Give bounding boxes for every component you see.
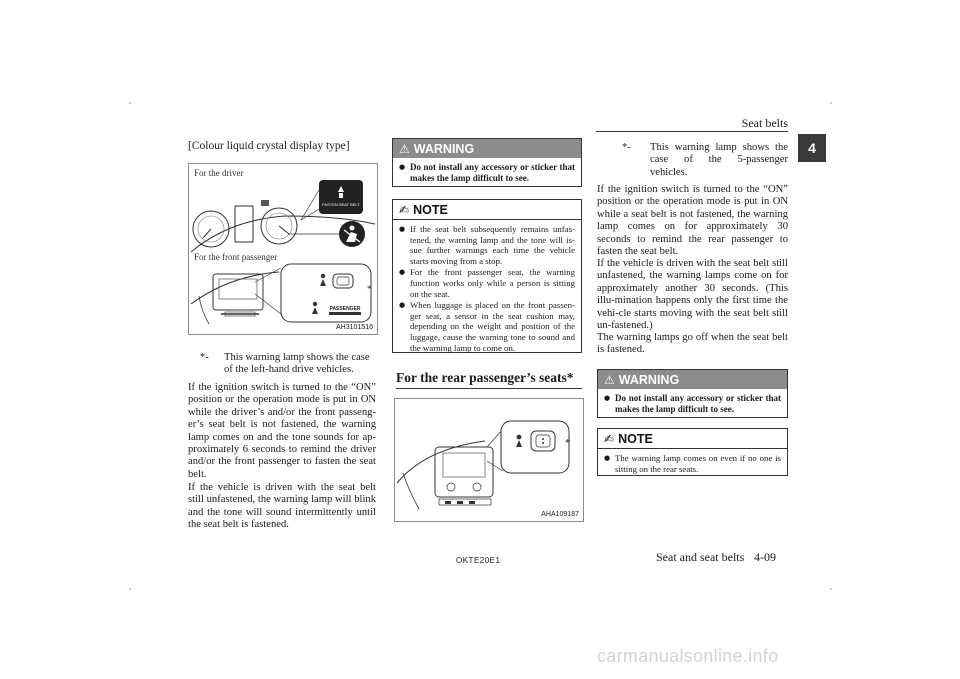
bullet-icon: ● (399, 301, 406, 310)
left-paragraph-2: If the vehicle is driven with the seat belt still unfastened, the warning lamp will blink and the tone will sound intermittently until the seat belt is fastened. (188, 482, 376, 531)
footnote-left (200, 352, 376, 380)
footnote-mark: *- (200, 352, 209, 363)
chapter-tab: 4 (798, 134, 826, 162)
footnote-mark: *- (622, 142, 631, 153)
note-title: NOTE (413, 202, 448, 217)
warning-title: WARNING (413, 141, 475, 156)
note-hand-icon: ✍ (399, 202, 410, 217)
bullet-icon: ● (399, 163, 406, 171)
figure-code: AH3101516 (336, 324, 373, 331)
footer-chapter-title: Seat and seat belts (656, 550, 745, 564)
note-header (393, 200, 581, 220)
svg-text:*: * (367, 284, 372, 294)
warning-triangle-icon: ⚠ (399, 141, 410, 156)
warning-box-middle (392, 138, 582, 187)
warning-title: WARNING (618, 372, 680, 387)
list-item: ● Do not install any accessory or sticker that makes the lamp difficult to see. (399, 162, 575, 183)
rear-figure-asterisk: * (565, 437, 571, 449)
corner-mark (830, 588, 832, 590)
note-list (393, 220, 581, 358)
footnote-right (622, 142, 788, 178)
warning-box-right (597, 369, 788, 418)
bullet-icon: ● (399, 225, 406, 233)
page-number: 4-09 (754, 550, 776, 564)
left-paragraph-1: If the ignition switch is turned to the “ON” position or the operation mode is put in ON while the driver’s and/or the front passeng-er’s seat belt is not fastened, the warning lamp comes on and the tone sounds for ap-proximately 6 seconds to remind the driver and/or the front passenger to fasten the seat belt. (188, 382, 376, 480)
figure-caption: [Colour liquid crystal display type] (188, 140, 350, 152)
passenger-lamp-text: PASSENGER (329, 306, 361, 312)
right-paragraph-3: The warning lamps go off when the seat belt is fastened. (597, 332, 788, 356)
footnote-text: This warning lamp shows the case of the 5-passenger vehicles. (650, 142, 788, 178)
lcd-warning-figure (188, 163, 378, 335)
bullet-icon: ● (399, 268, 406, 277)
bullet-icon: ● (604, 454, 611, 462)
warning-list (598, 389, 787, 419)
list-item: ● Do not install any accessory or sticker that makes the lamp difficult to see. (604, 393, 781, 414)
note-hand-icon: ✍ (604, 431, 615, 446)
list-item: ● If the seat belt subsequently remains unfas-tened, the warning lamp and the tone will is-sue further warnings each time the vehicle starts moving from a stop. (399, 224, 575, 266)
figure-code: AHA109187 (541, 511, 579, 518)
label-for-driver: For the driver (194, 168, 244, 178)
document-code: OKTE20E1 (456, 556, 501, 565)
warning-header (598, 370, 787, 389)
list-item: ● When luggage is placed on the front passen-ger seat, a sensor in the seat cushion may, depending on the weight and position of the luggage, cause the warning tone to sound and the warning lamp to come on. (399, 300, 575, 353)
header-rule (596, 131, 788, 132)
section-rule (396, 388, 582, 389)
section-title: Seat belts (741, 116, 788, 130)
right-paragraph-1: If the ignition switch is turned to the “ON” position or the operation mode is put in ON while a seat belt is not fastened, the warning lamp comes on for approximately 30 seconds to remind the rear passenger to fasten the seat belt. (597, 184, 788, 258)
label-for-front-passenger: For the front passenger (194, 252, 278, 262)
list-item: ● The warning lamp comes on even if no one is sitting on the rear seats. (604, 453, 781, 474)
note-box-right (597, 428, 788, 476)
footnote-text: This warning lamp shows the case of the left-hand drive vehicles. (224, 352, 370, 376)
note-header (598, 429, 787, 449)
instrument-cluster-illustration (189, 164, 377, 334)
corner-mark (830, 102, 832, 104)
section-heading-rear: For the rear passenger’s seats* (396, 370, 574, 385)
warning-header (393, 139, 581, 158)
note-box-middle (392, 199, 582, 353)
corner-mark (129, 588, 131, 590)
note-list (598, 449, 787, 479)
warning-list (393, 158, 581, 188)
warning-triangle-icon: ⚠ (604, 372, 615, 387)
bullet-icon: ● (604, 394, 611, 402)
lcd-lamp-text: FASTEN SEAT BELT (322, 202, 360, 207)
corner-mark (129, 102, 131, 104)
watermark: carmanualsonline.info (597, 646, 779, 666)
right-paragraph-2: If the vehicle is driven with the seat belt still unfastened, the warning lamps come on for approximately another 30 seconds. (This illu-mination happens only the first time the vehi-cle starts moving with the seat belt still un-fastened.) (597, 258, 788, 332)
rear-lamp-illustration (395, 399, 583, 521)
rear-seat-warning-figure (394, 398, 584, 522)
list-item: ● For the front passenger seat, the warning function works only while a person is sitting on the seat. (399, 267, 575, 299)
note-title: NOTE (618, 431, 653, 446)
